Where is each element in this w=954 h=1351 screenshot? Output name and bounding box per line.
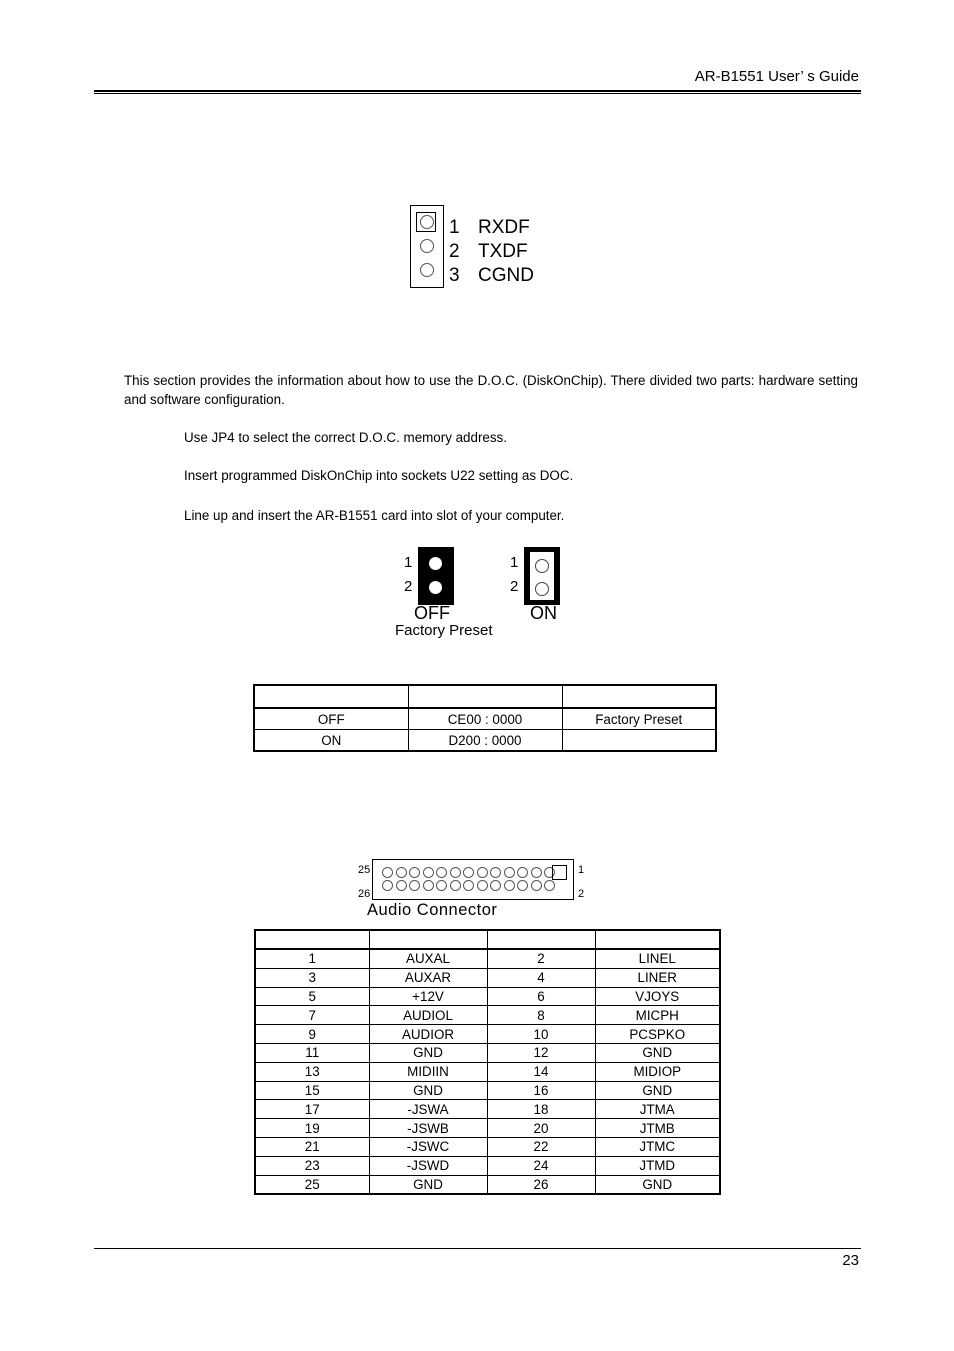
table-row	[255, 949, 720, 968]
table-cell: GND	[369, 1043, 487, 1062]
table-cell: CE00 : 0000	[408, 708, 562, 730]
connector-pin	[423, 880, 434, 891]
table-row	[255, 1137, 720, 1156]
factory-preset-caption: Factory Preset	[395, 622, 493, 639]
serial-pin-list	[449, 216, 534, 288]
connector-pin	[477, 867, 488, 878]
pin-signal: TXDF	[478, 241, 528, 262]
table-row	[255, 1006, 720, 1025]
table-cell: LINER	[595, 968, 720, 987]
table-cell: -JSWD	[369, 1156, 487, 1175]
table-cell: D200 : 0000	[408, 730, 562, 752]
pin-row	[449, 264, 534, 288]
connector-pin	[382, 867, 393, 878]
table-cell: VJOYS	[595, 987, 720, 1006]
jumper-on-label: ON	[530, 603, 557, 623]
table-cell: 16	[487, 1081, 595, 1100]
table-cell: 25	[255, 1175, 369, 1194]
table-cell: 3	[255, 968, 369, 987]
jumper-pin	[429, 581, 442, 594]
connector-pin	[436, 880, 447, 891]
table-cell: Factory Preset	[562, 708, 716, 730]
jumper-on-pin2-label: 2	[510, 578, 519, 595]
table-cell: JTMC	[595, 1137, 720, 1156]
table-cell: 1	[255, 949, 369, 968]
header-rule	[94, 90, 861, 94]
table-cell: 2	[487, 949, 595, 968]
table-cell: 21	[255, 1137, 369, 1156]
table-cell: MICPH	[595, 1006, 720, 1025]
table-cell	[562, 730, 716, 752]
table-cell: -JSWA	[369, 1100, 487, 1119]
audio-pin-26-label: 26	[358, 888, 371, 900]
jumper-pin	[535, 582, 549, 596]
jumper-cap	[529, 551, 555, 601]
table-cell: OFF	[254, 708, 408, 730]
table-cell: 12	[487, 1043, 595, 1062]
table-cell: 15	[255, 1081, 369, 1100]
pin-number: 1	[449, 217, 460, 238]
connector-pin	[396, 880, 407, 891]
pin-3	[420, 263, 434, 277]
table-row	[255, 1043, 720, 1062]
table-cell: GND	[595, 1175, 720, 1194]
connector-pin	[436, 867, 447, 878]
table-row	[255, 1119, 720, 1138]
jumper-off-pin1-label: 1	[404, 554, 413, 571]
table-cell: 14	[487, 1062, 595, 1081]
connector-pin	[463, 867, 474, 878]
pin-signal: RXDF	[478, 217, 530, 238]
table-cell: 11	[255, 1043, 369, 1062]
table-cell: 24	[487, 1156, 595, 1175]
connector-pin	[490, 880, 501, 891]
pin-2	[420, 239, 434, 253]
connector-pin	[504, 880, 515, 891]
connector-pin	[423, 867, 434, 878]
connector-pin	[409, 880, 420, 891]
table-cell: 9	[255, 1025, 369, 1044]
table-cell: 17	[255, 1100, 369, 1119]
connector-pin	[544, 880, 555, 891]
table-header-row	[254, 685, 716, 708]
table-cell: 8	[487, 1006, 595, 1025]
table-cell: 18	[487, 1100, 595, 1119]
table-cell: LINEL	[595, 949, 720, 968]
table-cell: 26	[487, 1175, 595, 1194]
connector-pin	[463, 880, 474, 891]
pin-1	[420, 215, 434, 229]
table-cell: AUXAL	[369, 949, 487, 968]
table-cell: 13	[255, 1062, 369, 1081]
connector-pin	[490, 867, 501, 878]
table-cell: 23	[255, 1156, 369, 1175]
connector-pin	[531, 867, 542, 878]
jumper-off-pin2-label: 2	[404, 578, 413, 595]
audio-pin-1-label: 1	[578, 864, 585, 876]
connector-pin	[504, 867, 515, 878]
table-cell: ON	[254, 730, 408, 752]
table-cell: GND	[369, 1175, 487, 1194]
serial-connector-diagram	[410, 205, 444, 288]
table-row	[255, 968, 720, 987]
connector-pin	[450, 867, 461, 878]
doc-step-1: Use JP4 to select the correct D.O.C. memory address.	[184, 430, 507, 445]
table-cell: AUDIOL	[369, 1006, 487, 1025]
table-cell: JTMD	[595, 1156, 720, 1175]
connector-pin	[531, 880, 542, 891]
jumper-on-pin1-label: 1	[510, 554, 519, 571]
audio-pin-table	[254, 929, 721, 1195]
jumper-pin	[429, 557, 442, 570]
table-cell: 7	[255, 1006, 369, 1025]
table-cell: 22	[487, 1137, 595, 1156]
connector-pin	[517, 867, 528, 878]
table-row	[255, 1156, 720, 1175]
pin-number: 3	[449, 265, 460, 286]
connector-pin	[382, 880, 393, 891]
audio-connector-diagram	[372, 859, 574, 900]
connector-pin	[477, 880, 488, 891]
table-row	[255, 1081, 720, 1100]
table-row	[255, 1062, 720, 1081]
pin-signal: CGND	[478, 265, 534, 286]
table-cell: AUXAR	[369, 968, 487, 987]
table-cell: 5	[255, 987, 369, 1006]
audio-pin-25-label: 25	[358, 864, 371, 876]
jumper-off-label: OFF	[414, 603, 450, 623]
audio-pin-row-bottom	[382, 880, 555, 891]
table-cell: JTMA	[595, 1100, 720, 1119]
table-cell: 4	[487, 968, 595, 987]
page-number: 23	[842, 1252, 859, 1269]
table-cell: PCSPKO	[595, 1025, 720, 1044]
table-cell: GND	[595, 1081, 720, 1100]
jumper-pin	[535, 559, 549, 573]
table-cell: AUDIOR	[369, 1025, 487, 1044]
table-header-row	[255, 930, 720, 949]
table-row	[255, 1025, 720, 1044]
table-row	[255, 987, 720, 1006]
pin-number: 2	[449, 241, 460, 262]
table-cell: 19	[255, 1119, 369, 1138]
address-table	[253, 684, 717, 752]
header-title: AR-B1551 User’ s Guide	[694, 68, 859, 85]
footer-rule	[94, 1248, 861, 1249]
jumper-off-diagram	[418, 547, 454, 605]
connector-pin	[517, 880, 528, 891]
doc-step-2: Insert programmed DiskOnChip into sockets U22 setting as DOC.	[184, 468, 574, 483]
pin-row	[449, 216, 534, 240]
table-cell: 10	[487, 1025, 595, 1044]
pin-row	[449, 240, 534, 264]
table-row	[255, 1100, 720, 1119]
table-cell: MIDIIN	[369, 1062, 487, 1081]
audio-pin-row-top	[382, 867, 555, 878]
table-row	[255, 1175, 720, 1194]
table-cell: GND	[595, 1043, 720, 1062]
connector-pin	[409, 867, 420, 878]
jumper-on-diagram	[524, 547, 560, 605]
audio-connector-caption: Audio Connector	[367, 901, 498, 919]
table-cell: MIDIOP	[595, 1062, 720, 1081]
table-cell: GND	[369, 1081, 487, 1100]
doc-intro-paragraph: This section provides the information about how to use the D.O.C. (DiskOnChip). There divided two parts: hardware setting and software configuration.	[124, 373, 858, 407]
table-cell: -JSWC	[369, 1137, 487, 1156]
table-cell: 6	[487, 987, 595, 1006]
table-cell: 20	[487, 1119, 595, 1138]
table-cell: +12V	[369, 987, 487, 1006]
connector-pin	[396, 867, 407, 878]
table-cell: JTMB	[595, 1119, 720, 1138]
table-row	[254, 730, 716, 752]
table-row	[254, 708, 716, 730]
doc-step-3: Line up and insert the AR-B1551 card into slot of your computer.	[184, 508, 565, 523]
table-cell: -JSWB	[369, 1119, 487, 1138]
audio-pin-2-label: 2	[578, 888, 585, 900]
audio-pin-1-square	[552, 865, 567, 880]
connector-pin	[450, 880, 461, 891]
